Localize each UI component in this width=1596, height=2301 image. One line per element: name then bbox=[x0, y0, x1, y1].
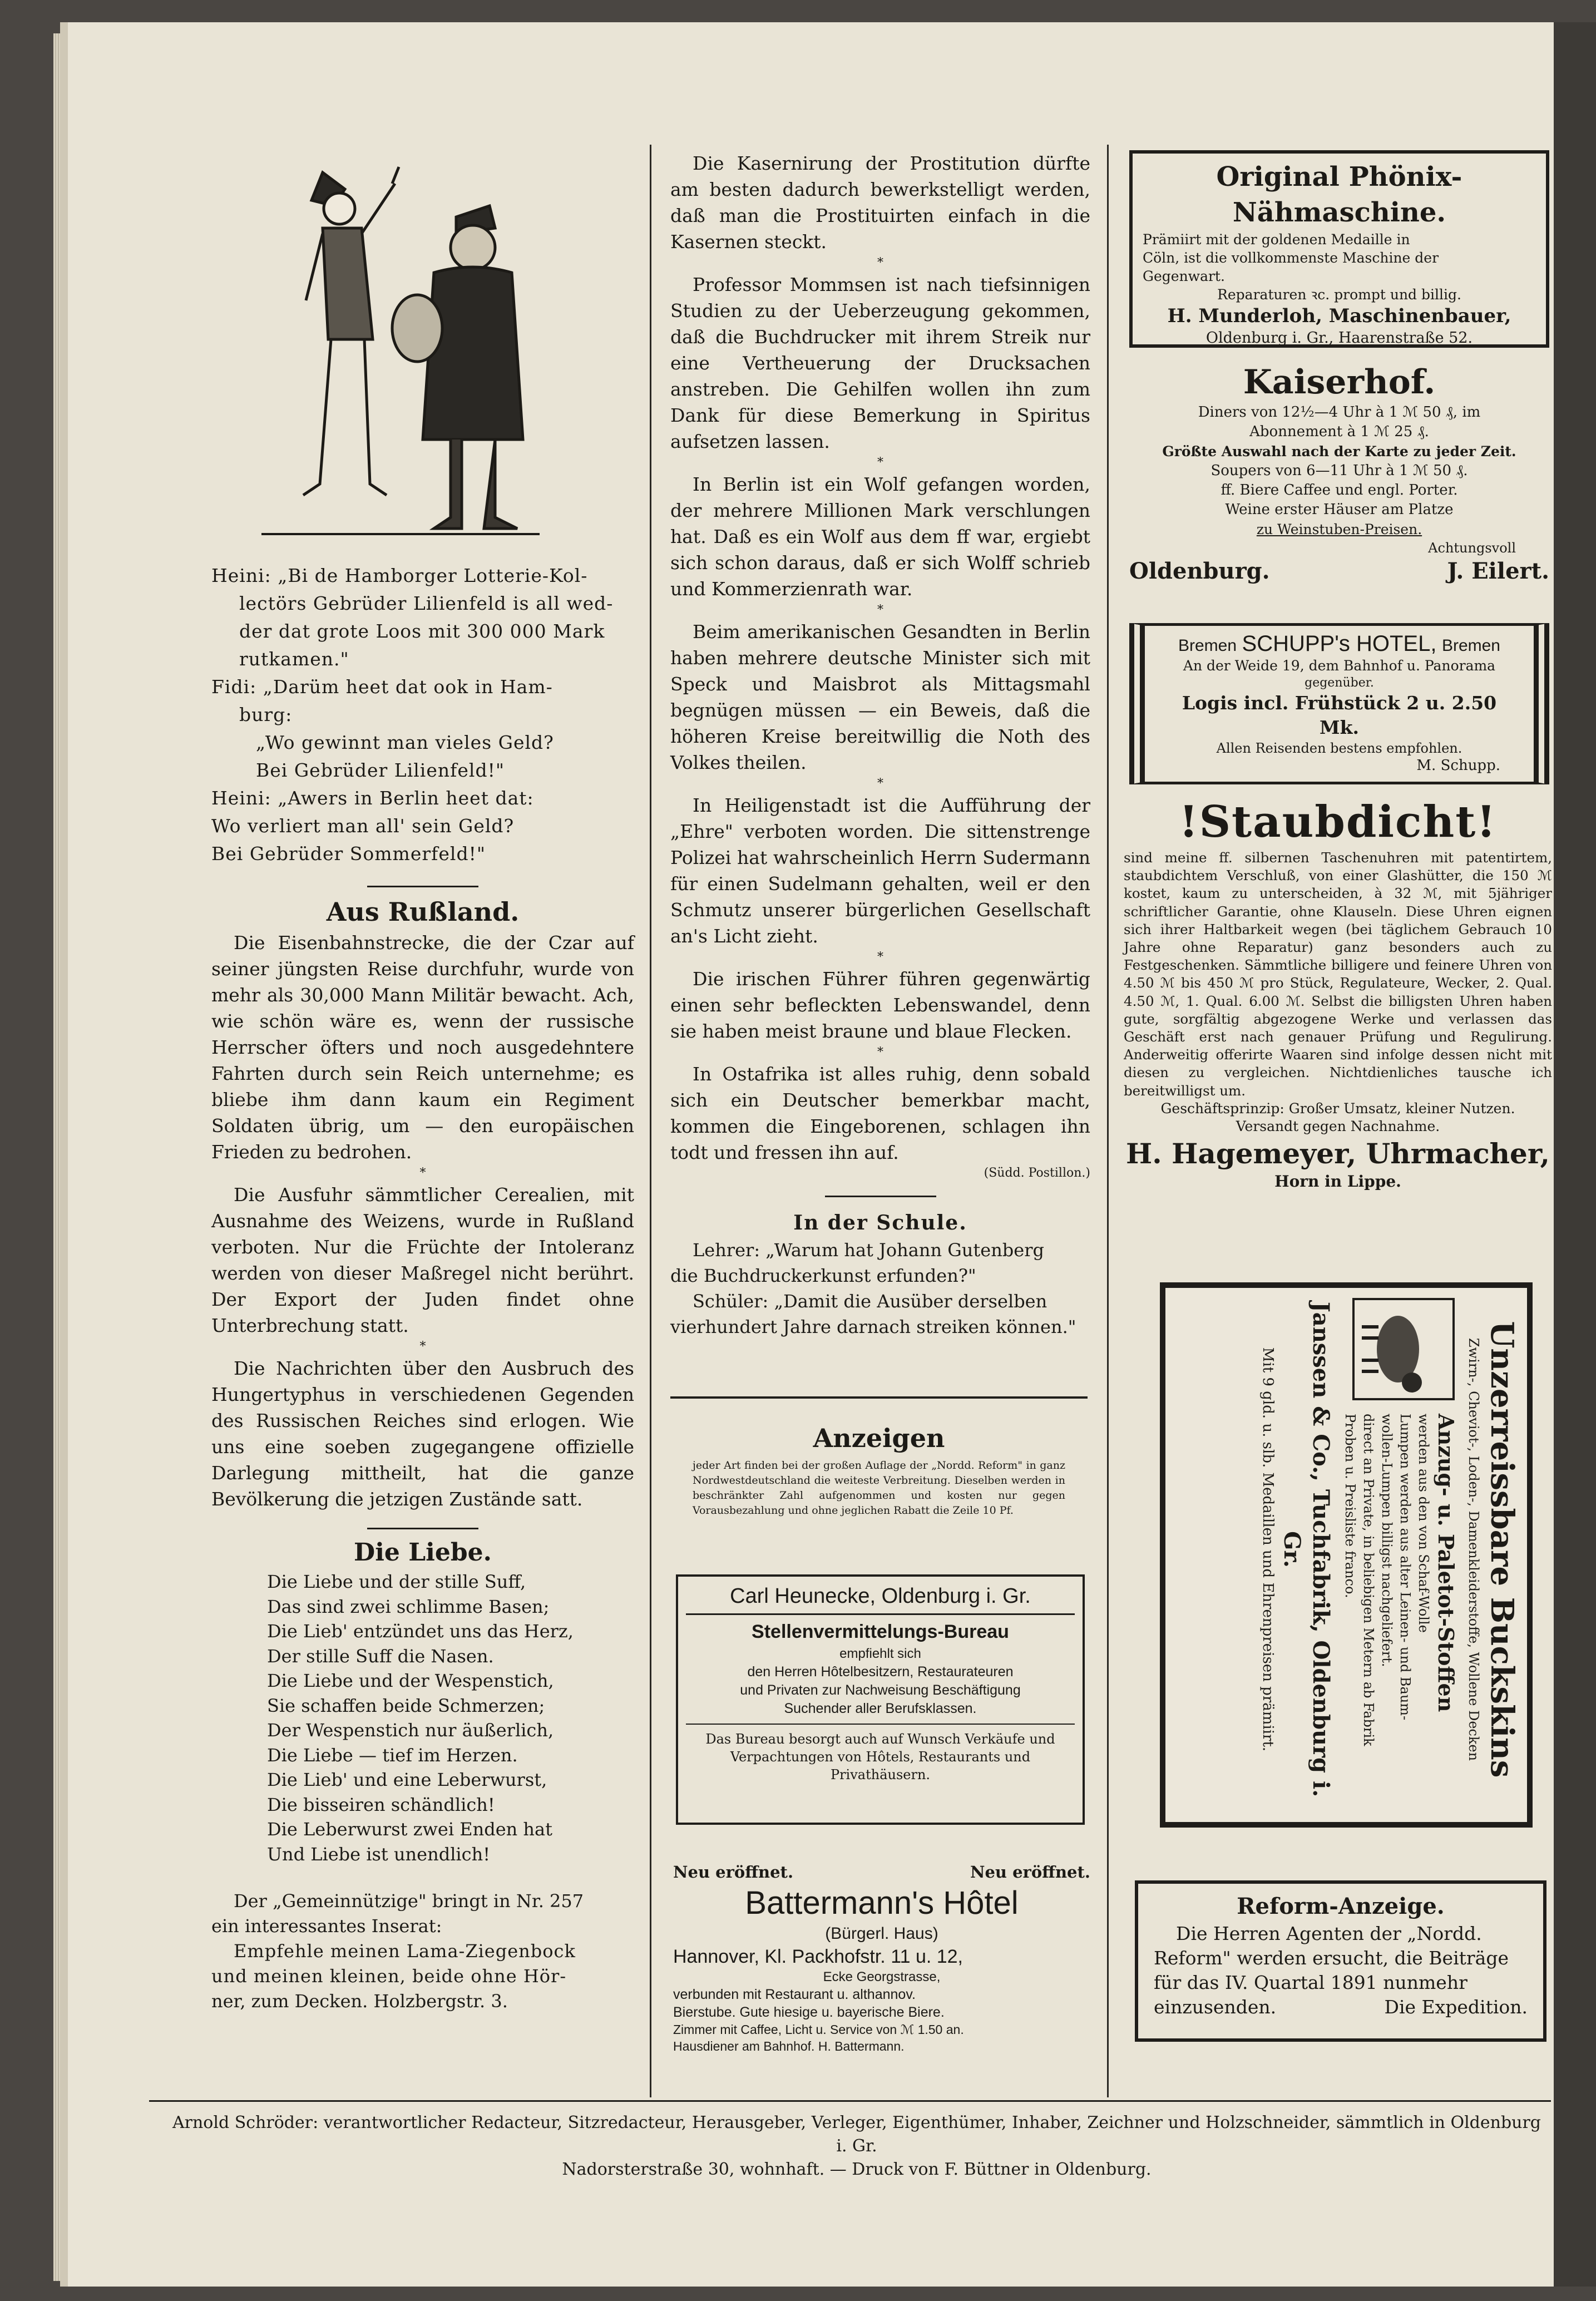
ad-line: Reparaturen ꝛc. prompt und billig. bbox=[1217, 287, 1461, 303]
ad-line: H. Hagemeyer, Uhrmacher, bbox=[1126, 1137, 1550, 1170]
text-line: die Buchdruckerkunst erfunden?" bbox=[670, 1265, 976, 1286]
ad-header-row bbox=[673, 1861, 1090, 1883]
footer-rule bbox=[149, 2100, 1551, 2102]
schule-dialog bbox=[670, 1237, 1090, 1340]
ad-line: Neu eröffnet. bbox=[970, 1863, 1090, 1882]
column-2 bbox=[670, 150, 1090, 1340]
source-credit: (Südd. Postillon.) bbox=[984, 1166, 1090, 1180]
ad-title: Kaiserhof. bbox=[1243, 363, 1436, 402]
ad-line: empfiehlt sich bbox=[839, 1646, 921, 1661]
ad-footer-row bbox=[1129, 557, 1549, 586]
poem-line: Die Lieb' entzündet uns das Herz, bbox=[267, 1621, 574, 1642]
ad-line: M. Schupp. bbox=[1416, 757, 1500, 774]
ad-subtitle: Stellenvermittelungs-Bureau bbox=[752, 1621, 1009, 1642]
ad-title: Original Phönix-Nähmaschine. bbox=[1216, 161, 1462, 228]
asterisk-separator: * bbox=[419, 1340, 426, 1354]
poem-line: Die bisseiren schändlich! bbox=[267, 1794, 495, 1815]
ad-line: H. Munderloh, Maschinenbauer, bbox=[1167, 305, 1511, 327]
ad-line: direct an Private, in beliebigen Metern ab Fabrik bbox=[1361, 1414, 1376, 1746]
janssen-rotated-content bbox=[1165, 1288, 1527, 1811]
divider bbox=[367, 886, 478, 887]
ad-line: Die Expedition. bbox=[1384, 1996, 1528, 2018]
ad-line: Weine erster Häuser am Platze bbox=[1225, 501, 1454, 518]
ad-line: Bremen bbox=[1441, 636, 1500, 655]
news-paragraph: In Heiligenstadt ist die Aufführung der „Ehre" verboten worden. Die sittenstrenge Polizei hat wahrscheinlich Herrn Sudermann für einen Sudelmann gehalten, weil er den Schmutz unserer bürgerlichen Gesellschaft an's Licht zieht. bbox=[670, 794, 1090, 947]
russland-heading: Aus Rußland. bbox=[326, 897, 520, 927]
ad-title: Battermann's Hôtel bbox=[745, 1885, 1019, 1921]
news-paragraph: Die Kasernirung der Prostitution dürfte am besten dadurch bewerkstelligt werden, daß man die Prostituirten einfach in die Kasernen steckt. bbox=[670, 152, 1090, 253]
imprint-line: Arnold Schröder: verantwortlicher Redacteur, Sitzredacteur, Herausgeber, Verleger, Eigenthümer, Inhaber, Zeichner und Holzschneider, sämmtlich in Oldenburg i. Gr. bbox=[172, 2113, 1541, 2156]
ad-footer-row bbox=[1154, 1995, 1528, 2019]
ad-line: Lumpen werden aus alter Leinen- und Baum- bbox=[1397, 1414, 1413, 1721]
dialog-line: Heini: „Awers in Berlin heet dat: bbox=[211, 787, 534, 809]
ad-title: Carl Heunecke, Oldenburg i. Gr. bbox=[686, 1582, 1075, 1615]
text-line: Der „Gemeinnützige" bringt in Nr. 257 bbox=[234, 1890, 584, 1912]
phoenix-ad bbox=[1129, 150, 1549, 348]
janssen-ad bbox=[1160, 1282, 1533, 1828]
asterisk-separator: * bbox=[877, 777, 883, 791]
ad-line: ff. Biere Caffee und engl. Porter. bbox=[1221, 482, 1458, 498]
column-rule-1 bbox=[650, 145, 651, 2097]
ad-line: Anzug- u. Paletot-Stoffen bbox=[1434, 1414, 1459, 1712]
dialog-line: der dat grote Loos mit 300 000 Mark bbox=[239, 620, 605, 642]
poem-line: Und Liebe ist unendlich! bbox=[267, 1843, 491, 1865]
poem-line: Die Liebe — tief im Herzen. bbox=[267, 1744, 518, 1766]
caricature-illustration bbox=[239, 150, 551, 551]
text-line: und meinen kleinen, beide ohne Hör- bbox=[211, 1966, 567, 1987]
ad-line: Soupers von 6—11 Uhr à 1 ℳ 50 ₰. bbox=[1210, 462, 1468, 479]
sheep-icon bbox=[1348, 1293, 1459, 1405]
ad-line: Reform" werden ersucht, die Beiträge bbox=[1154, 1947, 1509, 1969]
ad-line: Cöln, ist die vollkommenste Maschine der bbox=[1143, 250, 1439, 266]
ad-line: den Herren Hôtelbesitzern, Restaurateuren bbox=[747, 1664, 1014, 1680]
ad-line: zu Weinstuben-Preisen. bbox=[1256, 521, 1422, 537]
text-line: Lehrer: „Warum hat Johann Gutenberg bbox=[693, 1240, 1044, 1261]
scanner-background bbox=[1554, 22, 1596, 2287]
text-line: ner, zum Decken. Holzbergstr. 3. bbox=[211, 1991, 508, 2012]
dialog-line: rutkamen." bbox=[239, 648, 349, 670]
schupp-ad bbox=[1129, 623, 1549, 784]
kaiserhof-ad bbox=[1129, 362, 1549, 586]
dialog-line: Fidi: „Darüm heet dat ook in Ham- bbox=[211, 676, 553, 698]
news-paragraph: In Ostafrika ist alles ruhig, denn sobald sich ein Deutscher bemerkbar macht, kommen die Eingeborenen, schlagen ihn todt und fressen ihn auf. bbox=[670, 1063, 1090, 1163]
ad-title: !Staubdicht! bbox=[1179, 797, 1497, 847]
anzeigen-notice bbox=[681, 1421, 1076, 1518]
poem-line: Das sind zwei schlimme Basen; bbox=[267, 1596, 550, 1617]
ad-title: SCHUPP's HOTEL, bbox=[1242, 631, 1437, 656]
ad-line: Suchender aller Berufsklassen. bbox=[686, 1700, 1075, 1725]
asterisk-separator: * bbox=[877, 950, 883, 964]
dialog-line: burg: bbox=[239, 704, 293, 725]
thin-man-figure bbox=[303, 167, 399, 495]
janssen-text bbox=[1341, 1414, 1459, 1805]
imprint-line: Nadorsterstraße 30, wohnhaft. — Druck von F. Büttner in Oldenburg. bbox=[562, 2160, 1152, 2179]
liebe-heading: Die Liebe. bbox=[354, 1538, 492, 1567]
poem-line: Die Liebe und der stille Suff, bbox=[267, 1571, 526, 1592]
ad-line: Das Bureau besorgt auch auf Wunsch Verkäufe und Verpachtungen von Hôtels, Restaurants und Privathäusern. bbox=[705, 1731, 1055, 1782]
russland-paragraph: Die Nachrichten über den Ausbruch des Hungertyphus in verschiedenen Gegenden des Russischen Reiches sind erlogen. Wie uns eine soeben zugegangene offizielle Darlegung mittheilt, hat die ganze Bevölkerung die jetzigen Zustände satt. bbox=[211, 1357, 634, 1510]
ad-line: Bremen bbox=[1178, 636, 1237, 655]
poem-line: Der stille Suff die Nasen. bbox=[267, 1645, 494, 1667]
ad-line: Logis incl. Frühstück 2 u. 2.50 Mk. bbox=[1182, 692, 1497, 738]
ad-line: Die Herren Agenten der „Nordd. bbox=[1176, 1923, 1482, 1944]
dialog-line: Heini: „Bi de Hamborger Lotterie-Kol- bbox=[211, 565, 588, 586]
stout-man-figure bbox=[392, 206, 523, 529]
ad-line: Größte Auswahl nach der Karte zu jeder Zeit. bbox=[1162, 443, 1516, 460]
ad-line: Bierstube. Gute hiesige u. bayerische Biere. bbox=[673, 2004, 945, 2020]
ad-line: Neu eröffnet. bbox=[673, 1863, 794, 1882]
column-1-lower bbox=[211, 562, 634, 2014]
ad-line: (Bürgerl. Haus) bbox=[825, 1924, 938, 1943]
ad-line: Proben u. Preisliste franco. bbox=[1342, 1414, 1358, 1598]
ad-title: Reform-Anzeige. bbox=[1237, 1893, 1445, 1919]
ad-line: für das IV. Quartal 1891 nunmehr bbox=[1154, 1972, 1467, 1993]
heunecke-ad bbox=[676, 1574, 1085, 1825]
schule-heading: In der Schule. bbox=[793, 1211, 967, 1235]
ad-line: Zwirn-, Cheviot-, Loden-, Damenkleiderstoffe, Wollene Decken bbox=[1466, 1337, 1481, 1761]
anzeigen-text: jeder Art finden bei der großen Auflage der „Nordd. Reform" in ganz Nordwestdeutschland die weiteste Verbreitung. Dieselben werden in beschränkter Zahl aufgenommen und kosten nur gegen Vorausbezahlung und ohne jeglichen Rabatt die Zeile 10 Pf. bbox=[693, 1459, 1065, 1517]
ad-line: Janssen & Co., Tuchfabrik, Oldenburg i. Gr. bbox=[1279, 1301, 1334, 1798]
ad-line: Horn in Lippe. bbox=[1274, 1172, 1401, 1191]
text-line: ein interessantes Inserat: bbox=[211, 1915, 442, 1937]
ad-line: wollen-Lumpen billigst nachgeliefert. bbox=[1379, 1414, 1395, 1667]
divider bbox=[367, 1528, 478, 1529]
ad-line: verbunden mit Restaurant u. althannov. bbox=[673, 1987, 916, 2002]
ad-line: einzusenden. bbox=[1154, 1996, 1277, 2018]
ad-line: Ecke Georgstrasse, bbox=[823, 1969, 941, 1984]
ad-line: Hannover, Kl. Packhofstr. 11 u. 12, bbox=[673, 1946, 963, 1967]
text-line: Schüler: „Damit die Ausüber derselben bbox=[693, 1291, 1047, 1312]
liebe-poem bbox=[211, 1569, 634, 1867]
ad-line: An der Weide 19, dem Bahnhof u. Panorama bbox=[1183, 658, 1496, 674]
asterisk-separator: * bbox=[877, 1045, 883, 1059]
ad-line: Oldenburg i. Gr., Haarenstraße 52. bbox=[1205, 329, 1473, 347]
ad-text: sind meine ff. silbernen Taschenuhren mit patentirtem, staubdichtem Verschluß, von einer Glashütter, die 150 ℳ kostet, kaum zu unterscheiden, à 32 ℳ, mit 5jähriger schriftlicher Garantie, ohne Klauseln. Diese Uhren eignen sich ihrer Haltbarkeit wegen (bei täglichem Gebrauch 10 Jahre ohne Reparatur) ganz besonders auch zu Festgeschenken. Sämmtliche billigere und feinere Uhren von 4.50 ℳ bis 450 ℳ pro Stück, Regulateure, Wecker, 2. Qual. 4.50 ℳ, 1. Qual. 6.00 ℳ. Selbst die billigsten Uhren haben gute, sorgfältig abgezogene Werke und verlassen das Geschäft erst nach genauer Prüfung und Regulirung. Anderweitig offerirte Waaren sind infolge dessen nicht mit diesen zu vergleichen. Nichtdienliches tausche ich bereitwilligst um. bbox=[1124, 850, 1552, 1099]
battermann-ad bbox=[673, 1861, 1090, 2055]
heini-fidi-dialog bbox=[211, 562, 634, 868]
dialog-line: Bei Gebrüder Sommerfeld!" bbox=[211, 843, 486, 865]
ad-line: Oldenburg. bbox=[1129, 558, 1270, 584]
dialog-line: Bei Gebrüder Lilienfeld!" bbox=[256, 759, 505, 781]
asterisk-separator: * bbox=[419, 1166, 426, 1180]
ad-line: Gegenwart. bbox=[1143, 268, 1225, 284]
janssen-body bbox=[1341, 1293, 1459, 1805]
text-line: Empfehle meinen Lama-Ziegenbock bbox=[234, 1940, 576, 1962]
ad-line: und Privaten zur Nachweisung Beschäftigung bbox=[740, 1682, 1021, 1698]
anzeigen-heading: Anzeigen bbox=[813, 1423, 945, 1453]
ad-header-row bbox=[1178, 631, 1500, 656]
news-paragraph: Professor Mommsen ist nach tiefsinnigen Studien zu der Ueberzeugung gekommen, daß die Buchdrucker mit ihrem Streik nur eine Vertheuerung der Drucksachen anstreben. Die Gehilfen wollen ihn zum Dank für diese Bemerkung in Spiritus aufsetzen lassen. bbox=[670, 274, 1090, 452]
ad-line: Achtungsvoll bbox=[1428, 540, 1516, 556]
imprint-footer bbox=[167, 2111, 1546, 2181]
dialog-line: „Wo gewinnt man vieles Geld? bbox=[256, 732, 554, 753]
ad-line: Hausdiener am Bahnhof. H. Battermann. bbox=[673, 2039, 905, 2053]
poem-line: Sie schaffen beide Schmerzen; bbox=[267, 1695, 545, 1716]
asterisk-separator: * bbox=[877, 256, 883, 270]
asterisk-separator: * bbox=[877, 603, 883, 617]
ad-line: Diners von 12½—4 Uhr à 1 ℳ 50 ₰, im bbox=[1198, 404, 1481, 421]
double-rule bbox=[670, 1396, 1088, 1399]
ad-line: Mit 9 gld. u. slb. Medaillen und Ehrenpreisen prämiirt. bbox=[1259, 1347, 1276, 1752]
poem-line: Die Lieb' und eine Leberwurst, bbox=[267, 1769, 547, 1790]
ad-line: J. Eilert. bbox=[1447, 558, 1549, 584]
ad-line: Versandt gegen Nachnahme. bbox=[1236, 1118, 1440, 1134]
russland-paragraph: Die Eisenbahnstrecke, die der Czar auf seiner jüngsten Reise durchfuhr, wurde von mehr als 30,000 Mann Militär bewacht. Ach, wie schön wäre es, wenn der russische Herrscher öfters und noch ausgedehntere Fahrten durch sein Reich unternehme; es bliebe ihm dann kaum ein Regiment Soldaten übrig, um — den europäischen Frieden zu bedrohen. bbox=[211, 932, 634, 1163]
ad-line: Prämiirt mit der goldenen Medaille in bbox=[1143, 231, 1410, 248]
reform-anzeige-ad bbox=[1135, 1880, 1546, 2042]
ad-title: Unzerreissbare Buckskins bbox=[1484, 1321, 1520, 1778]
gemeinnuetzige-item bbox=[211, 1889, 634, 2014]
asterisk-separator: * bbox=[877, 456, 883, 470]
staubdicht-ad bbox=[1124, 796, 1552, 1191]
poem-line: Die Liebe und der Wespenstich, bbox=[267, 1670, 554, 1691]
dialog-line: Wo verliert man all' sein Geld? bbox=[211, 815, 515, 837]
ad-line: gegenüber. bbox=[1305, 676, 1374, 690]
column-rule-2 bbox=[1107, 145, 1109, 2097]
poem-line: Die Leberwurst zwei Enden hat bbox=[267, 1819, 552, 1840]
news-paragraph: Die irischen Führer führen gegenwärtig einen sehr befleckten Lebenswandel, denn sie haben meist braune und blaue Flecken. bbox=[670, 968, 1090, 1042]
ad-line: werden aus den von Schaf-Wolle bbox=[1416, 1414, 1431, 1633]
news-paragraph: Beim amerikanischen Gesandten in Berlin haben mehrere deutsche Minister sich mit Speck und Maisbrot als Mittagsmahl begnügen müssen — ein Beweis, daß die höheren Kreise bereitwillig die Noth des Volkes theilen. bbox=[670, 621, 1090, 773]
ad-line: Geschäftsprinzip: Großer Umsatz, kleiner Nutzen. bbox=[1160, 1100, 1515, 1117]
ad-line: Allen Reisenden bestens empfohlen. bbox=[1216, 740, 1462, 756]
news-paragraph: In Berlin ist ein Wolf gefangen worden, der mehrere Millionen Mark verschlungen hat. Daß es ein Wolf aus dem ff war, ergiebt sich schon daraus, daß er sich Wolff schrieb und Kommerzienrath war. bbox=[670, 473, 1090, 600]
dialog-line: lectörs Gebrüder Lilienfeld is all wed- bbox=[239, 592, 614, 614]
divider bbox=[825, 1196, 936, 1197]
ad-line: Abonnement à 1 ℳ 25 ₰. bbox=[1249, 423, 1429, 440]
text-line: vierhundert Jahre darnach streiken können." bbox=[670, 1316, 1076, 1337]
russland-paragraph: Die Ausfuhr sämmtlicher Cerealien, mit Ausnahme des Weizens, wurde in Rußland verboten. Nur die Früchte der Intoleranz werden von dieser Maßregel nicht berührt. Der Export der Juden findet ohne Unterbrechung statt. bbox=[211, 1184, 634, 1336]
ad-line: Zimmer mit Caffee, Licht u. Service von ℳ 1.50 an. bbox=[673, 2022, 964, 2037]
poem-line: Der Wespenstich nur äußerlich, bbox=[267, 1720, 554, 1741]
